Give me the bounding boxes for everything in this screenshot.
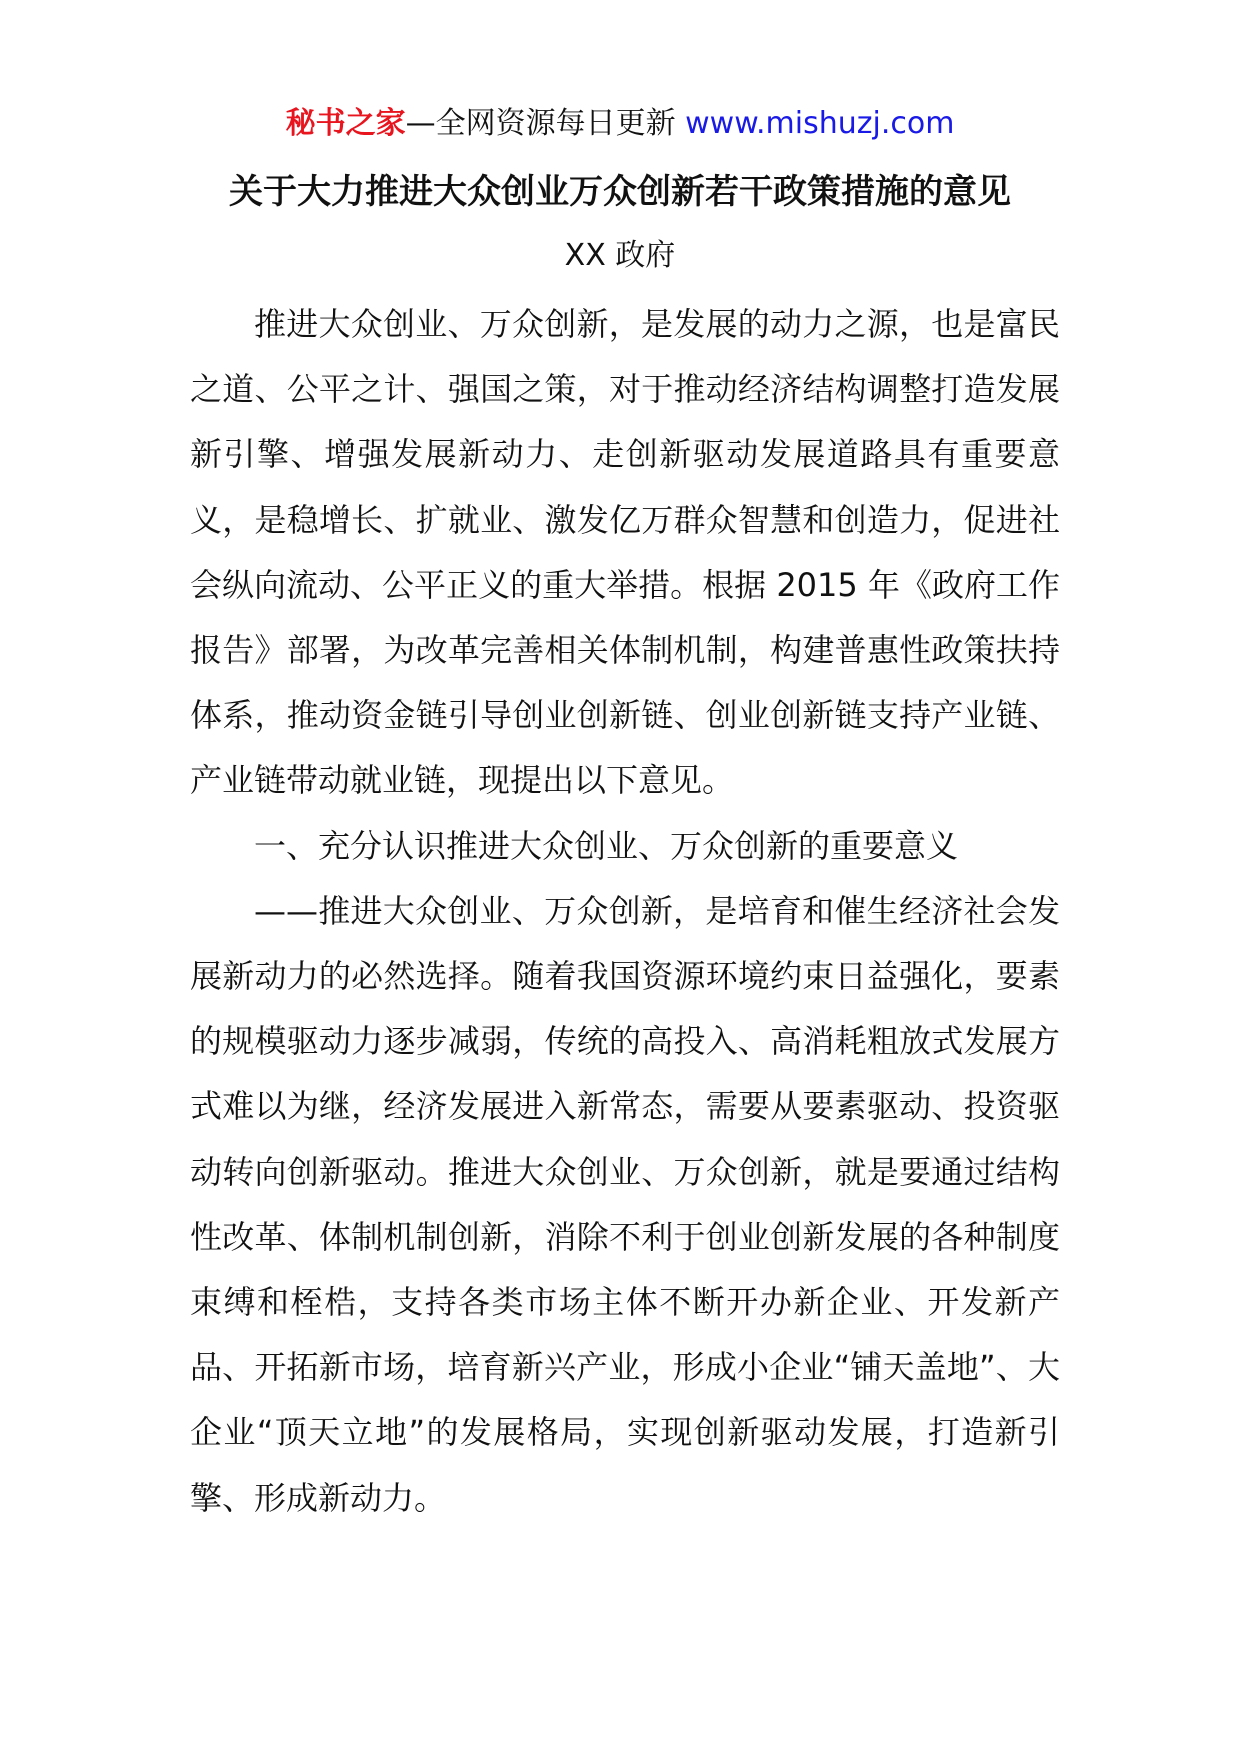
site-header xyxy=(0,98,1240,150)
site-url-link[interactable]: www.mishuzj.com xyxy=(685,106,955,141)
paragraph-significance: ——推进大众创业、万众创新，是培育和催生经济社会发展新动力的必然选择。随着我国资源环境约束日益强化，要素的规模驱动力逐步减弱，传统的高投入、高消耗粗放式发展方式难以为继，经济发展进入新常态，需要从要素驱动、投资驱动转向创新驱动。推进大众创业、万众创新，就是要通过结构性改革、体制机制创新，消除不利于创业创新发展的各种制度束缚和桎梏，支持各类市场主体不断开办新企业、开发新产品、开拓新市场，培育新兴产业，形成小企业“铺天盖地”、大企业“顶天立地”的发展格局，实现创新驱动发展，打造新引擎、形成新动力。 xyxy=(190,891,1060,1517)
paragraph-intro: 推进大众创业、万众创新，是发展的动力之源，也是富民之道、公平之计、强国之策，对于推动经济结构调整打造发展新引擎、增强发展新动力、走创新驱动发展道路具有重要意义，是稳增长、扩就业、激发亿万群众智慧和创造力，促进社会纵向流动、公平正义的重大举措。根据 2015 年《政府工作报告》部署，为改革完善相关体制机制，构建普惠性政策扶持体系，推动资金链引导创业创新链、创业创新链支持产业链、产业链带动就业链，现提出以下意见。 xyxy=(190,305,1060,800)
document-title: 关于大力推进大众创业万众创新若干政策措施的意见 xyxy=(229,172,1011,212)
section-heading-1: 一、充分认识推进大众创业、万众创新的重要意义 xyxy=(254,826,959,865)
site-slogan: —全网资源每日更新 xyxy=(405,106,676,141)
site-brand: 秘书之家 xyxy=(285,106,406,141)
document-body xyxy=(190,292,1060,1531)
document-author: XX 政府 xyxy=(564,238,676,273)
